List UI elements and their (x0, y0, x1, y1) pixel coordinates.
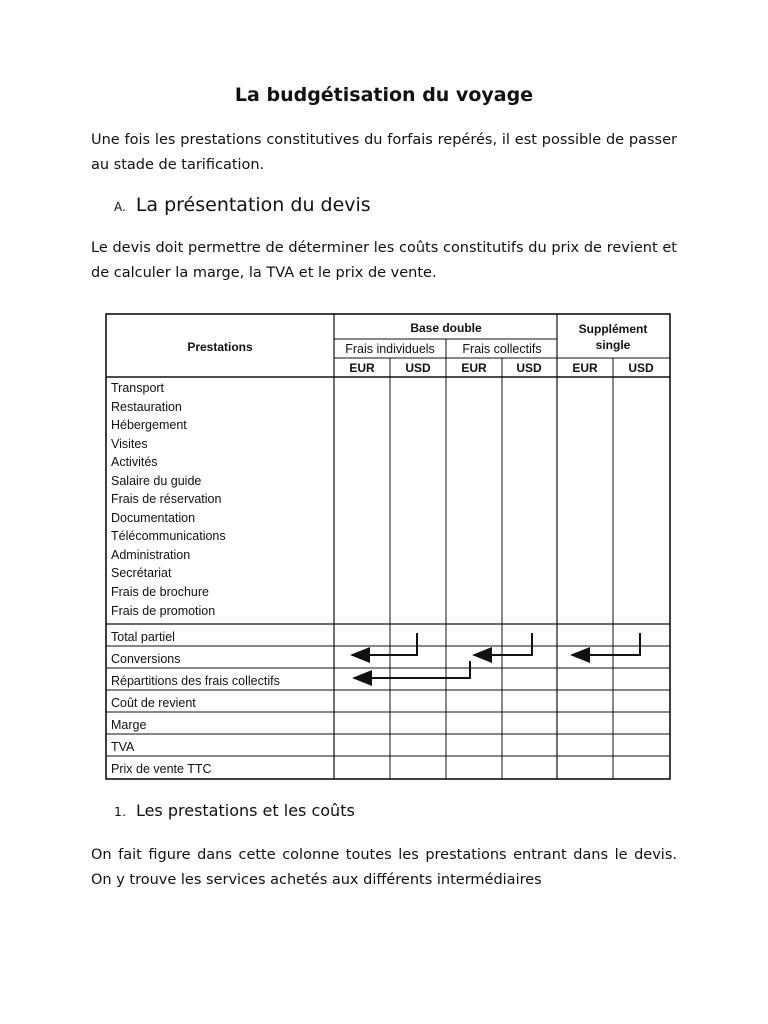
summary-row-label: Conversions (111, 652, 181, 666)
prestation-item: Frais de promotion (111, 604, 216, 618)
prestation-item: Transport (111, 381, 165, 395)
prestation-item: Restauration (111, 400, 182, 414)
prestation-item: Visites (111, 437, 148, 451)
devis-table-figure (102, 311, 674, 783)
currency-label: EUR (461, 361, 487, 375)
summary-row-label: TVA (111, 740, 135, 754)
prestation-item: Activités (111, 455, 158, 469)
section-a-number: A. (114, 200, 126, 214)
currency-label: USD (628, 361, 654, 375)
header-frais-individuels: Frais individuels (345, 342, 435, 356)
section-a-paragraph: Le devis doit permettre de déterminer les coûts constitutifs du prix de revient et de calculer la marge, la TVA et le prix de vente. (91, 240, 677, 281)
section-a-heading (114, 194, 371, 216)
section-1-heading (114, 801, 355, 820)
summary-row-label: Répartitions des frais collectifs (111, 674, 280, 688)
currency-label: EUR (349, 361, 375, 375)
conversion-arrow (572, 633, 640, 655)
intro-paragraph: Une fois les prestations constitutives du forfais repérés, il est possible de passer au stade de tarification. (91, 132, 677, 173)
prestation-item: Salaire du guide (111, 474, 202, 488)
section-1-paragraph: On fait figure dans cette colonne toutes les prestations entrant dans le devis. On y trouve les services achetés aux différents intermédiaires (91, 847, 677, 888)
repartition-arrow (354, 661, 470, 678)
prestation-item: Documentation (111, 511, 196, 525)
prestation-item: Administration (111, 548, 191, 562)
header-frais-collectifs: Frais collectifs (462, 342, 542, 356)
header-supplement: Supplément (578, 322, 648, 336)
summary-row-label: Total partiel (111, 630, 175, 644)
summary-row-label: Prix de vente TTC (111, 762, 212, 776)
summary-row-label: Coût de revient (111, 696, 196, 710)
prestation-item: Hébergement (111, 418, 187, 432)
conversion-arrow (352, 633, 417, 655)
currency-label: USD (516, 361, 542, 375)
header-base-double: Base double (410, 321, 482, 335)
header-single: single (595, 338, 631, 352)
prestation-item: Secrétariat (111, 566, 172, 580)
section-a-title: La présentation du devis (135, 194, 371, 216)
prestation-item: Télécommunications (111, 529, 226, 543)
page-title: La budgétisation du voyage (234, 84, 534, 106)
prestation-item: Frais de brochure (111, 585, 209, 599)
currency-label: USD (405, 361, 431, 375)
section-1-title: Les prestations et les coûts (135, 801, 355, 820)
currency-label: EUR (572, 361, 598, 375)
summary-row-label: Marge (111, 718, 147, 732)
prestation-item: Frais de réservation (111, 492, 222, 506)
section-1-number: 1. (114, 804, 126, 819)
conversion-arrow (474, 633, 532, 655)
header-prestations: Prestations (187, 340, 253, 354)
